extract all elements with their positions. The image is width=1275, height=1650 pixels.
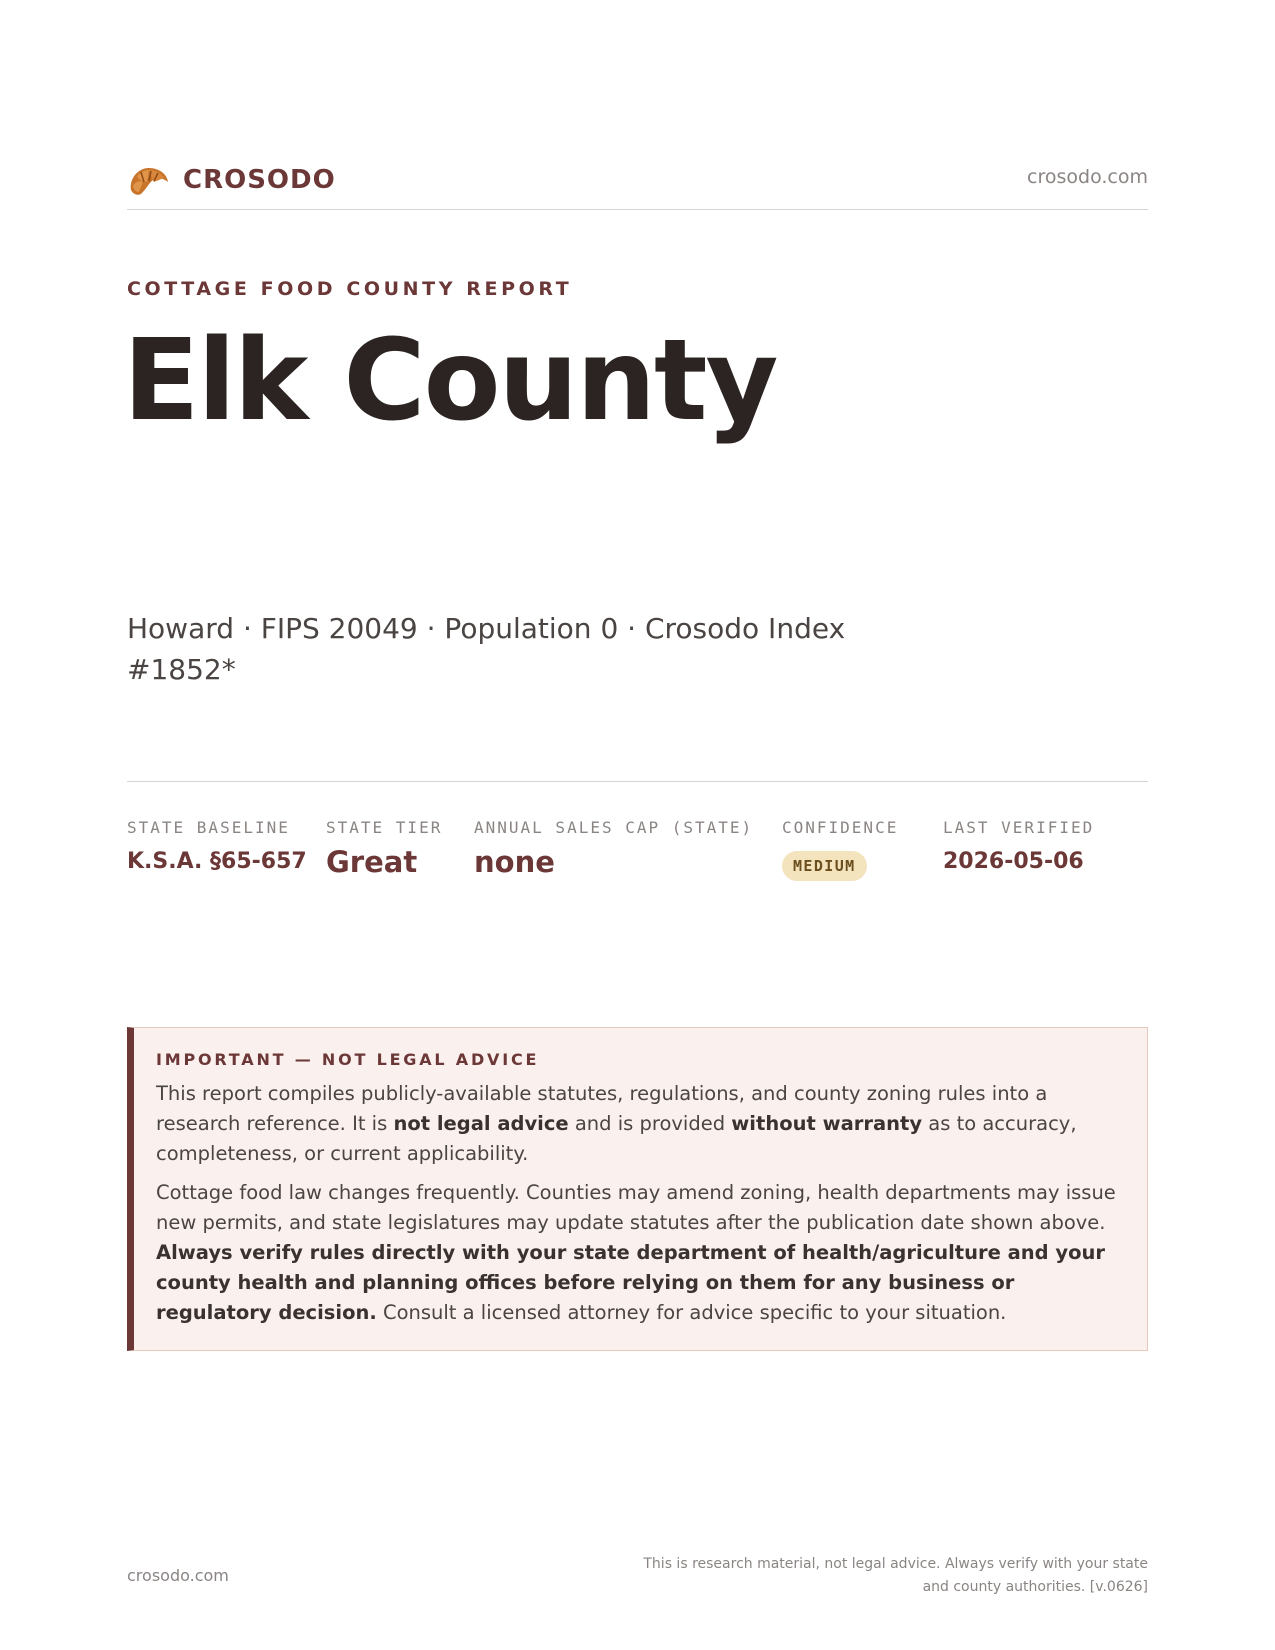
page-header	[127, 158, 1148, 210]
footer-disclaimer	[628, 1553, 1148, 1599]
emphasis-text: Always verify rules directly with your state department of health/agriculture and your county health and planning offices before relying on them for any business or regulatory decision.	[156, 1241, 1106, 1324]
stat-label: STATE TIER	[326, 818, 443, 837]
text-span: Cottage food law changes frequently. Counties may amend zoning, health departments may issue new permits, and state legislatures may update statutes after the publication date shown above.	[156, 1181, 1116, 1234]
stat-state-tier	[326, 818, 442, 879]
page-title: Elk County	[123, 316, 777, 446]
legal-disclaimer-callout	[127, 1027, 1148, 1351]
stat-label: STATE BASELINE	[127, 818, 290, 837]
stat-value: 2026-05-06	[943, 849, 1084, 874]
stat-confidence	[782, 818, 898, 881]
footer-disclaimer-line: This is research material, not legal advice. Always verify with your state	[643, 1556, 1148, 1572]
stat-label: CONFIDENCE	[782, 818, 899, 837]
stat-value: Great	[326, 845, 418, 879]
stat-sales-cap	[474, 818, 753, 879]
brand	[127, 160, 336, 200]
croissant-icon	[127, 160, 171, 200]
brand-name: CROSODO	[183, 165, 336, 195]
stat-value: K.S.A. §65-657	[127, 849, 307, 874]
report-eyebrow: COTTAGE FOOD COUNTY REPORT	[127, 278, 573, 300]
text-span: and is provided	[568, 1112, 732, 1135]
stats-row	[127, 818, 1148, 898]
stat-label: LAST VERIFIED	[943, 818, 1095, 837]
stat-state-baseline	[127, 818, 307, 874]
header-site-url[interactable]: crosodo.com	[1027, 166, 1148, 188]
footer-site-url[interactable]: crosodo.com	[127, 1566, 229, 1585]
emphasis-text: without warranty	[731, 1112, 923, 1135]
text-span: Consult a licensed attorney for advice specific to your situation.	[376, 1301, 1007, 1324]
county-subtitle: Howard · FIPS 20049 · Population 0 · Crosodo Index #1852*	[127, 612, 846, 686]
emphasis-text: not legal advice	[393, 1112, 569, 1135]
callout-paragraph	[156, 1178, 1121, 1328]
text-span: This report compiles publicly-available statutes, regulations, and county zoning rules into a research reference. It is	[156, 1082, 1048, 1135]
footer-disclaimer-line: and county authorities. [v.0626]	[922, 1579, 1148, 1595]
stat-last-verified	[943, 818, 1094, 874]
callout-title: IMPORTANT — NOT LEGAL ADVICE	[156, 1050, 540, 1069]
stat-label: ANNUAL SALES CAP (STATE)	[474, 818, 754, 837]
divider	[127, 781, 1148, 782]
report-page	[123, 0, 1148, 1650]
confidence-badge: MEDIUM	[782, 851, 867, 881]
text-span: as to accuracy, completeness, or current applicability.	[156, 1112, 1077, 1165]
stat-value: none	[474, 845, 555, 879]
callout-paragraph	[156, 1079, 1121, 1169]
